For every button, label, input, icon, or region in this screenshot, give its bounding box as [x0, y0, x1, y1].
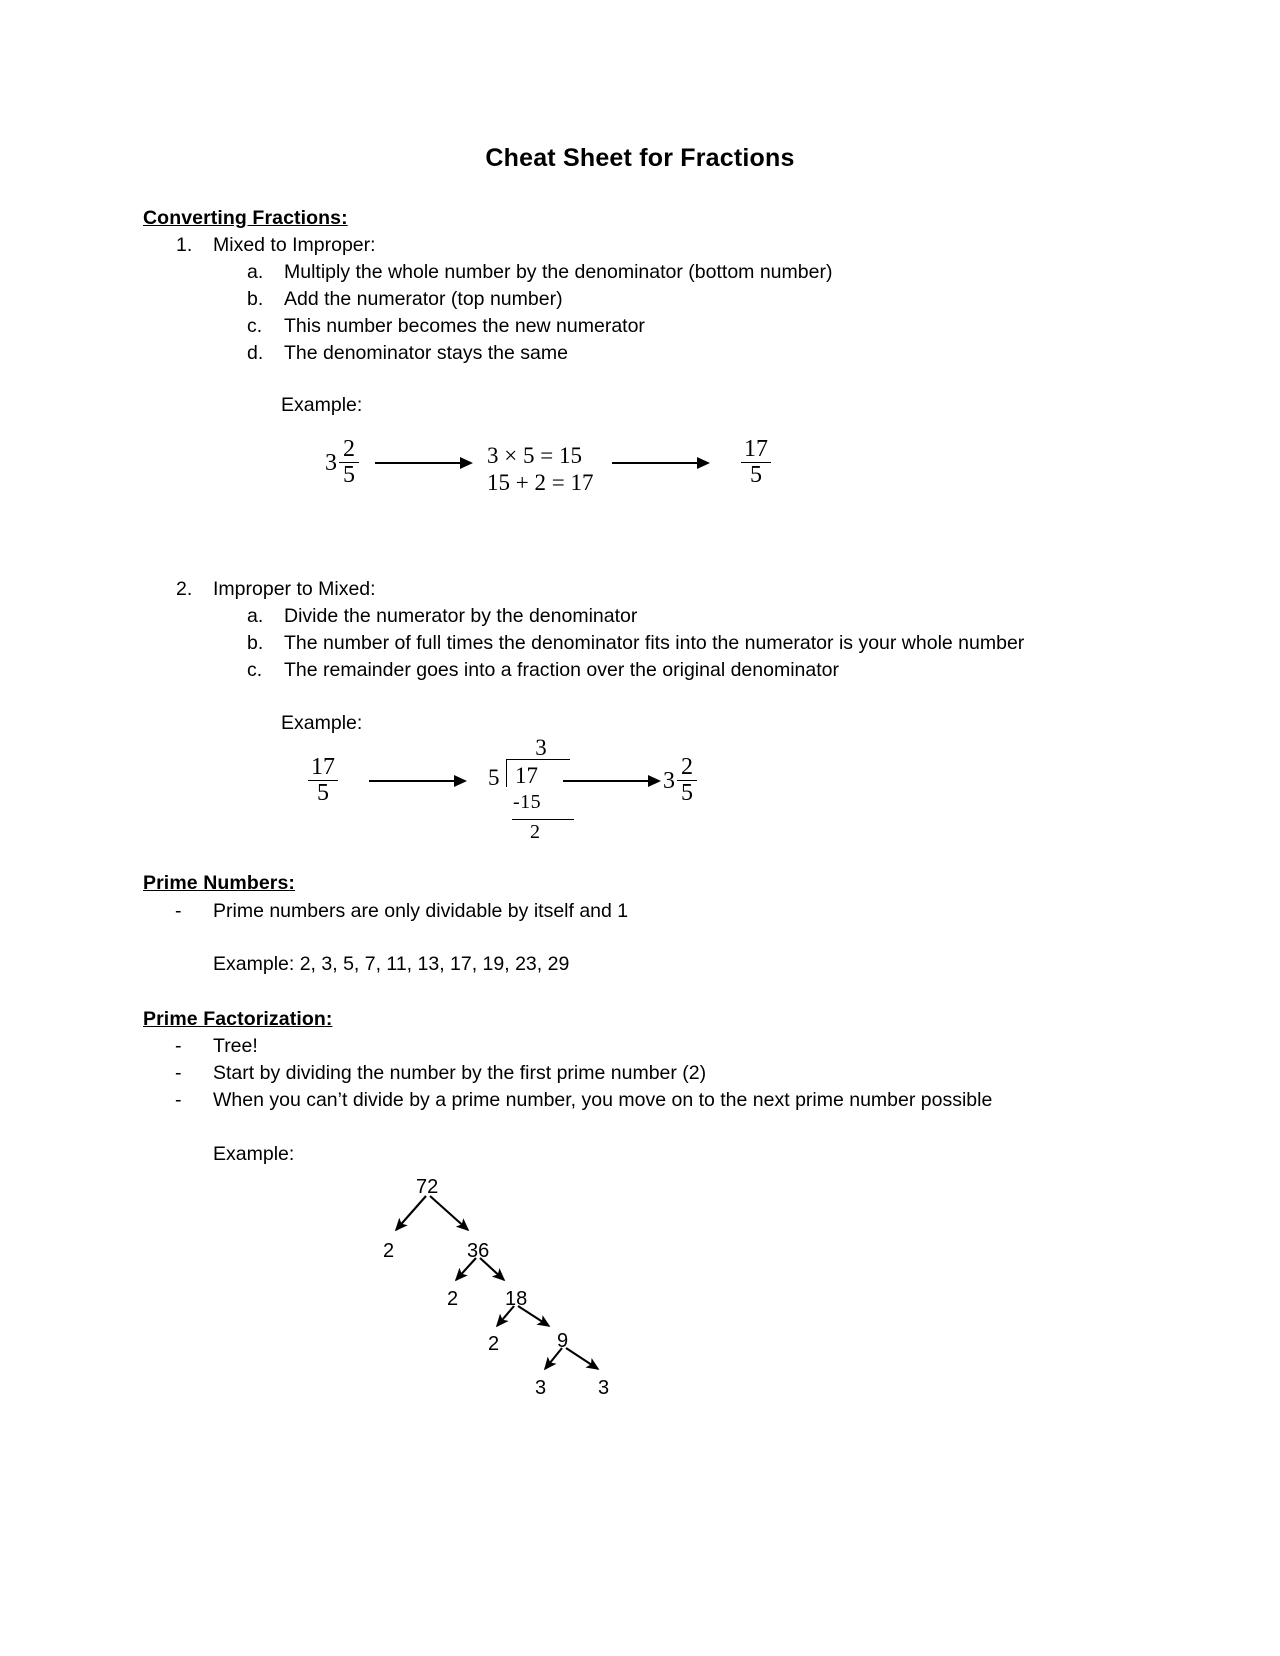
- list-marker: 1.: [176, 234, 193, 256]
- tree-node: 72: [416, 1176, 439, 1198]
- example-step-line-1: 3 × 5 = 15: [487, 443, 582, 468]
- list-marker: b.: [247, 288, 264, 310]
- list-item: Tree!: [213, 1035, 258, 1057]
- list-item: Add the numerator (top number): [284, 288, 563, 310]
- list-marker: c.: [247, 315, 263, 337]
- section-heading-converting-fractions: Converting Fractions:: [143, 207, 348, 229]
- tree-node: 2: [383, 1240, 395, 1262]
- denominator: 5: [750, 462, 762, 489]
- list-marker: -: [175, 1062, 182, 1084]
- list-item: Divide the numerator by the denominator: [284, 605, 638, 627]
- section-heading-prime-factorization: Prime Factorization:: [143, 1008, 333, 1030]
- prime-numbers-example: Example: 2, 3, 5, 7, 11, 13, 17, 19, 23, 29: [213, 953, 570, 975]
- example-label: Example:: [281, 712, 363, 734]
- divisor: 5: [488, 765, 500, 790]
- numerator: 2: [343, 436, 355, 462]
- list-item: Improper to Mixed:: [213, 578, 376, 600]
- tree-node: 9: [557, 1330, 569, 1352]
- prime-factor-tree: [350, 1158, 750, 1408]
- list-item: The denominator stays the same: [284, 342, 568, 364]
- list-marker: a.: [247, 261, 264, 283]
- fraction: [677, 755, 697, 806]
- whole-number: 3: [325, 449, 337, 476]
- subtraction-step: -15: [513, 791, 542, 813]
- list-item: The number of full times the denominator fits into the numerator is your whole number: [284, 632, 1025, 654]
- section-heading-prime-numbers: Prime Numbers:: [143, 872, 296, 894]
- tree-node: 3: [598, 1377, 610, 1399]
- tree-node: 3: [535, 1377, 547, 1399]
- arrow-right-icon: [375, 457, 473, 469]
- quotient: 3: [535, 735, 547, 760]
- example-step-line-2: 15 + 2 = 17: [487, 470, 594, 495]
- list-item: This number becomes the new numerator: [284, 315, 645, 337]
- list-marker: d.: [247, 342, 264, 364]
- list-marker: -: [175, 1089, 182, 1111]
- list-marker: b.: [247, 632, 264, 654]
- tree-node: 18: [505, 1288, 528, 1310]
- denominator: 5: [343, 462, 355, 489]
- list-item: When you can’t divide by a prime number, you move on to the next prime number possible: [213, 1089, 993, 1111]
- list-item: Start by dividing the number by the first prime number (2): [213, 1062, 707, 1084]
- improper-fraction-start: [308, 755, 338, 806]
- numerator: 17: [744, 436, 768, 462]
- list-marker: -: [175, 900, 182, 922]
- numerator: 2: [681, 754, 693, 780]
- list-marker: -: [175, 1035, 182, 1057]
- subtraction-rule: [512, 819, 574, 820]
- list-marker: c.: [247, 659, 263, 681]
- example-label: Example:: [281, 394, 363, 416]
- tree-node: 2: [488, 1333, 500, 1355]
- numerator: 17: [311, 754, 335, 780]
- denominator: 5: [681, 780, 693, 807]
- remainder: 2: [530, 821, 540, 843]
- mixed-number-result: [663, 755, 697, 806]
- dividend: 17: [515, 763, 538, 788]
- fraction: [741, 437, 771, 488]
- arrow-right-icon: [369, 775, 467, 787]
- improper-fraction-result: [741, 437, 771, 488]
- denominator: 5: [317, 780, 329, 807]
- factor-tree-edges: [350, 1158, 750, 1408]
- list-item: Prime numbers are only dividable by itself and 1: [213, 900, 629, 922]
- fraction: [308, 755, 338, 806]
- list-item: The remainder goes into a fraction over the original denominator: [284, 659, 839, 681]
- fraction: [339, 437, 359, 488]
- tree-node: 2: [447, 1288, 459, 1310]
- long-division-diagram: [488, 735, 588, 849]
- arrow-right-icon: [612, 457, 710, 469]
- list-item: Multiply the whole number by the denominator (bottom number): [284, 261, 833, 283]
- example-label: Example:: [213, 1143, 295, 1165]
- whole-number: 3: [663, 767, 675, 794]
- list-marker: a.: [247, 605, 264, 627]
- list-item: Mixed to Improper:: [213, 234, 376, 256]
- list-marker: 2.: [176, 578, 193, 600]
- arrow-right-icon: [563, 775, 661, 787]
- tree-node: 36: [467, 1240, 490, 1262]
- division-bracket: [506, 759, 507, 787]
- mixed-number-start: [325, 437, 359, 488]
- page-title: Cheat Sheet for Fractions: [485, 144, 795, 172]
